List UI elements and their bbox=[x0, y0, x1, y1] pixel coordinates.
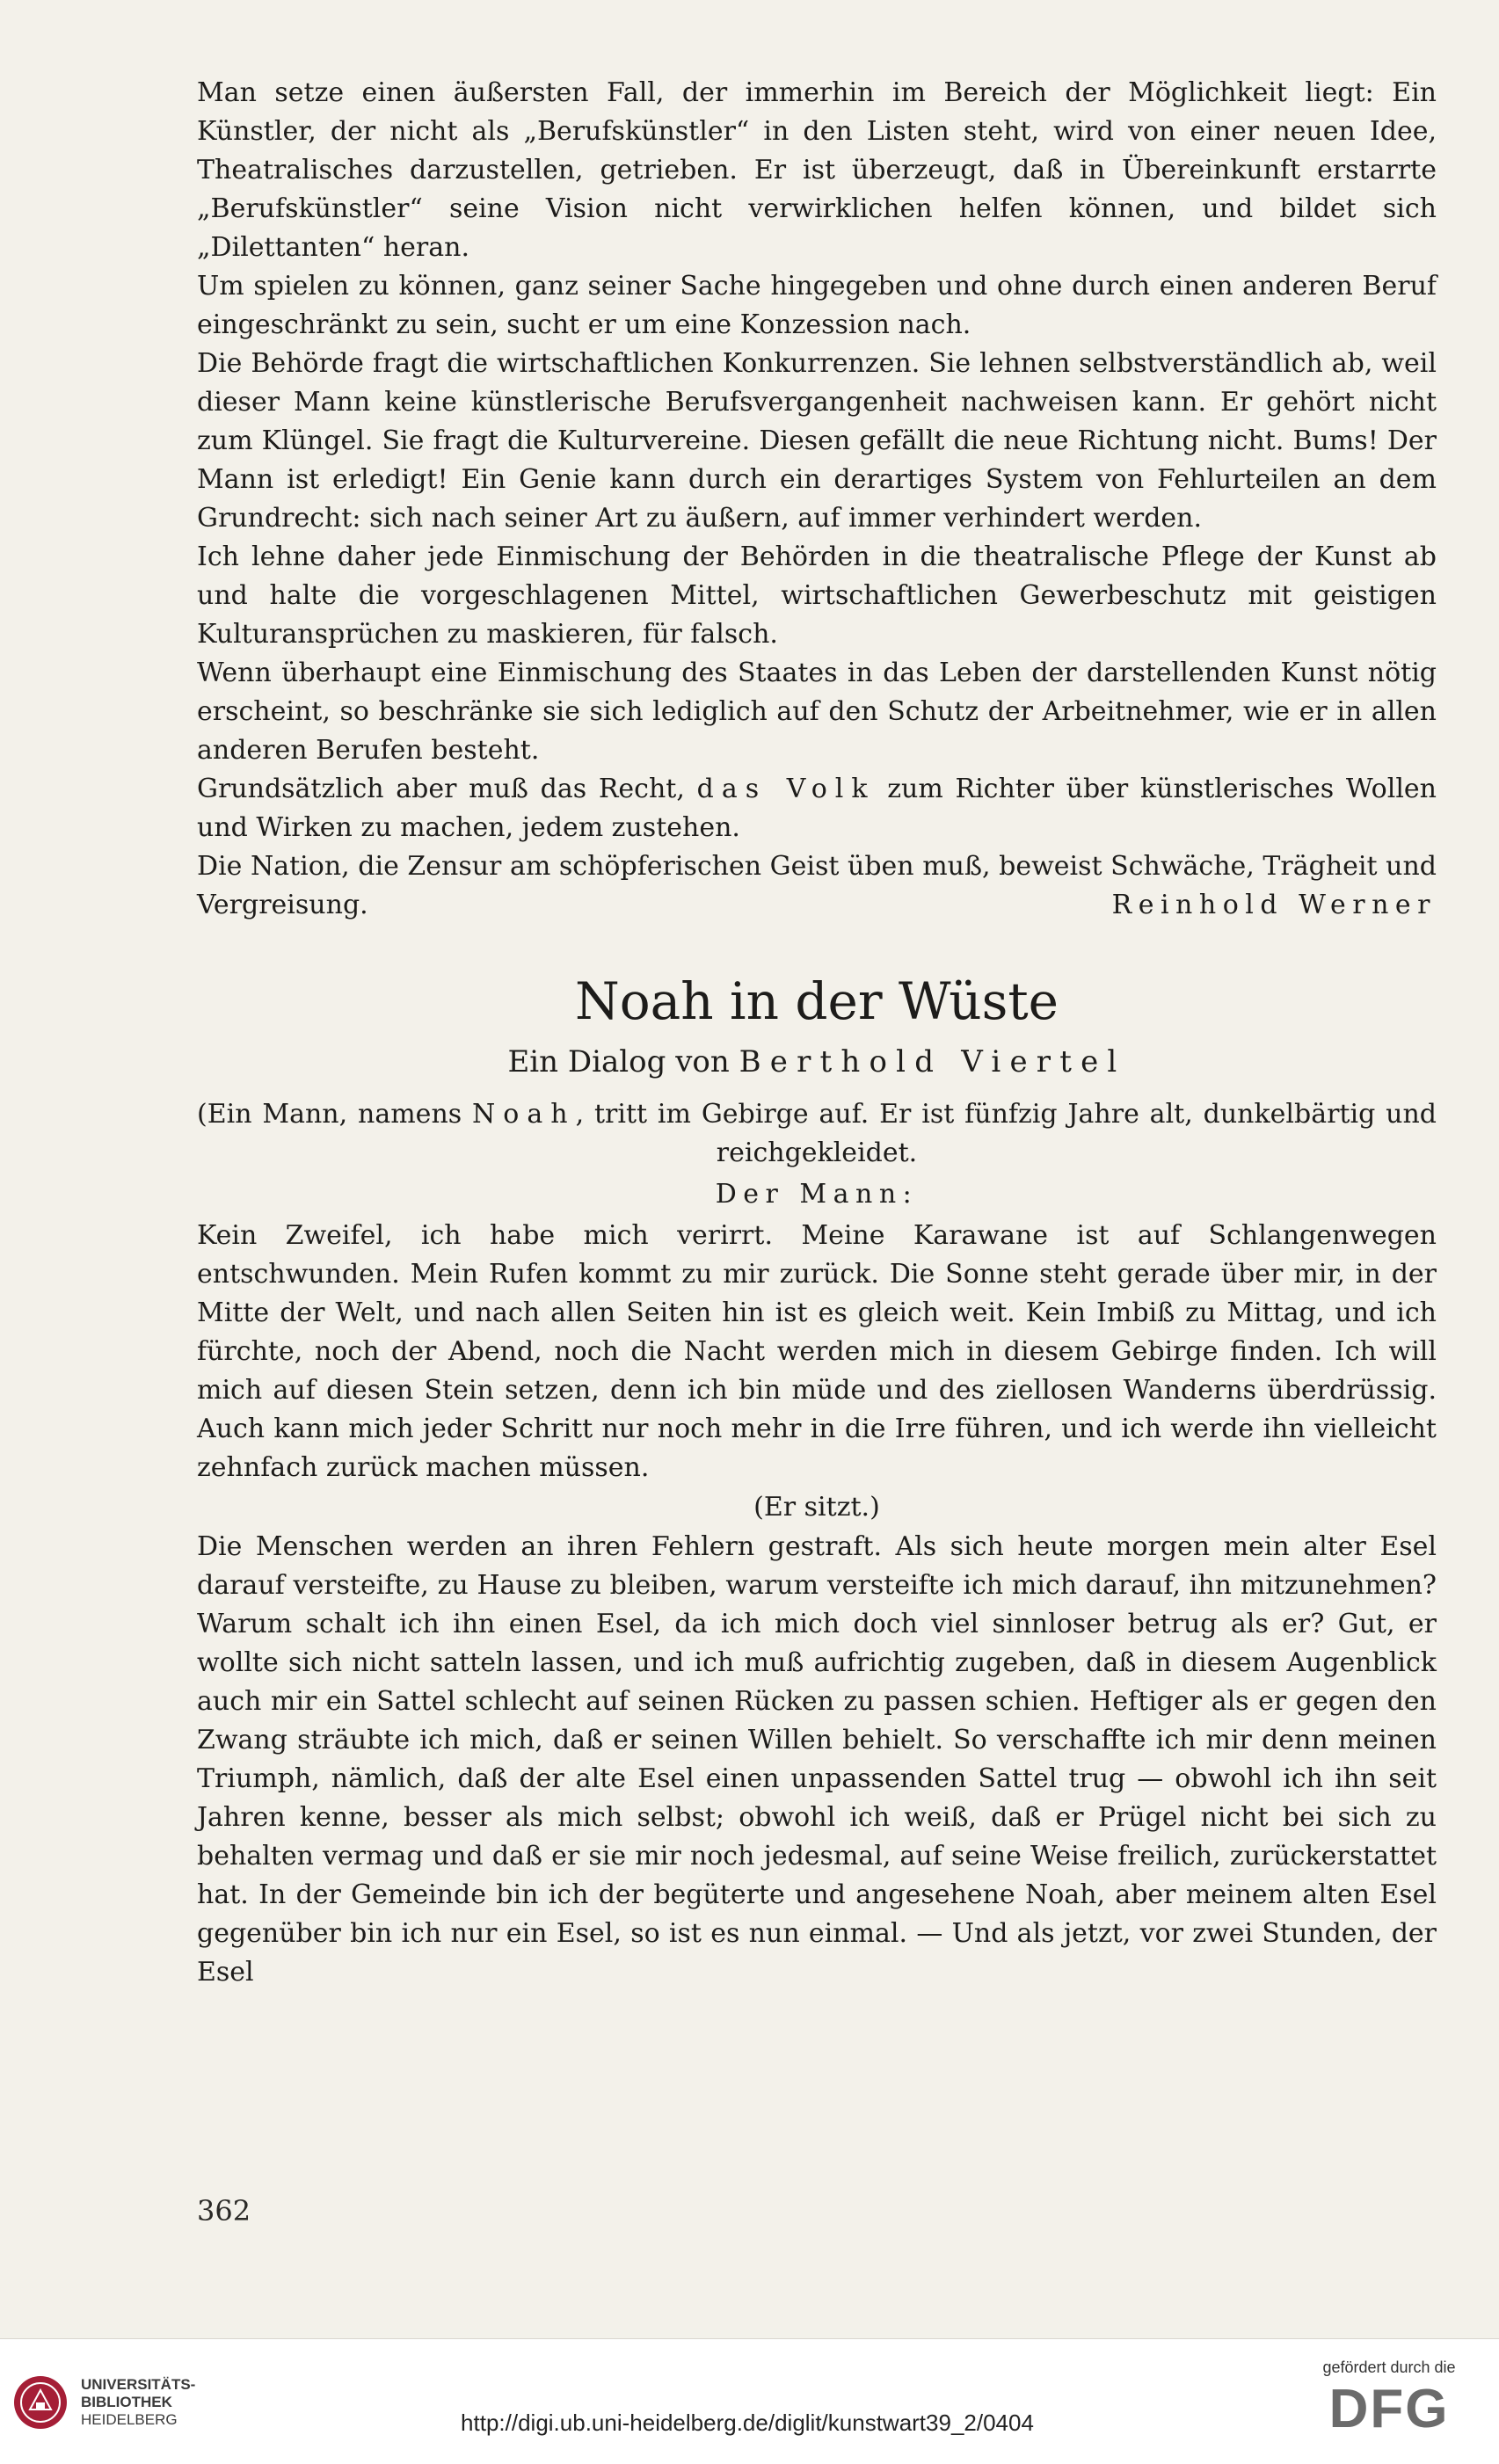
library-seal-icon bbox=[12, 2374, 69, 2431]
library-name bbox=[81, 2376, 195, 2429]
stage-direction-after: , tritt im Gebirge auf. Er ist fünfzig Jahre alt, dunkelbärtig und reichgekleidet. bbox=[575, 1099, 1437, 1168]
article-subtitle bbox=[197, 1041, 1437, 1083]
article-title: Noah in der Wüste bbox=[574, 971, 1059, 1031]
digitization-footer bbox=[0, 2338, 1499, 2464]
subtitle-prefix: Ein Dialog von bbox=[507, 1044, 730, 1079]
principle-text-after: zum Richter über künstlerisches Wollen und Wirken zu machen, jedem zustehen. bbox=[197, 774, 1437, 843]
paragraph: Um spielen zu können, ganz seiner Sache hingegeben und ohne durch einen anderen Beruf eingeschränkt zu sein, sucht er um eine Konzession nach. bbox=[197, 271, 1437, 340]
principle-text-before: Grundsätzlich aber muß das Recht, bbox=[197, 774, 685, 804]
paragraph-principle bbox=[197, 770, 1437, 847]
stage-direction-intro bbox=[197, 1095, 1437, 1173]
speaker-label: Der Mann: bbox=[715, 1179, 919, 1210]
paragraph-nation bbox=[197, 847, 1437, 925]
dfg-logo bbox=[1301, 2359, 1477, 2439]
paragraph: Wenn überhaupt eine Einmischung des Staates in das Leben der darstellenden Kunst nötig erscheint, so beschränke sie sich lediglich auf den Schutz der Arbeitnehmer, wie er in allen anderen Berufen besteht. bbox=[197, 658, 1437, 766]
article-text bbox=[197, 74, 1437, 1992]
paragraph: Die Behörde fragt die wirtschaftlichen Konkurrenzen. Sie lehnen selbstverständlich ab, weil dieser Mann keine künstlerische Berufsvergangenheit nachweisen kann. Er gehört nicht zum Klüngel. Sie fragt die Kulturvereine. Diesen gefällt die neue Richtung nicht. Bums! Der Mann ist erledigt! Ein Genie kann durch ein derartiges System von Fehlurteilen an dem Grundrecht: sich nach seiner Art zu äußern, auf immer verhindert werden. bbox=[197, 348, 1437, 534]
paragraph: Ich lehne daher jede Einmischung der Behörden in die theatralische Pflege der Kunst ab und halte die vorgeschlagenen Mittel, wirtschaftlichen Gewerbeschutz mit geistigen Kulturansprüchen zu maskieren, für falsch. bbox=[197, 541, 1437, 650]
principle-spaced-text: das Volk bbox=[696, 774, 876, 804]
monologue-paragraph: Kein Zweifel, ich habe mich verirrt. Meine Karawane ist auf Schlangenwegen entschwunden. Mein Rufen kommt zu mir zurück. Die Sonne steht gerade über mir, in der Mitte der Welt, und nach allen Seiten hin ist es gleich weit. Kein Imbiß zu Mittag, und ich fürchte, noch der Abend, noch die Nacht werden mich in diesem Gebirge finden. Ich will mich auf diesen Stein setzen, denn ich bin müde und des ziellosen Wanderns überdrüssig. Auch kann mich jeder Schritt nur noch mehr in die Irre führen, und ich werde ihn vielleicht zehnfach zurück machen müssen. bbox=[197, 1220, 1437, 1483]
library-logo bbox=[12, 2374, 195, 2431]
stage-direction-name: Noah bbox=[472, 1099, 576, 1130]
subtitle-author: Berthold Viertel bbox=[739, 1044, 1126, 1079]
monologue-paragraph: Die Menschen werden an ihren Fehlern gestraft. Als sich heute morgen mein alter Esel darauf versteifte, zu Hause zu bleiben, warum versteifte ich mich darauf, ihn mitzunehmen? Warum schalt ich ihn einen Esel, da ich mich doch viel sinnloser betrug als er? Gut, er wollte sich nicht satteln lassen, und ich muß aufrichtig zugeben, daß in diesem Augenblick auch mir ein Sattel schlecht auf seinen Rücken zu passen schien. Heftiger als er gegen den Zwang sträubte ich mich, daß er seinen Willen behielt. So verschaffte ich mir denn meinen Triumph, nämlich, daß der alte Esel einen unpassenden Sattel trug — obwohl ich ihn seit Jahren kenne, besser als mich selbst; obwohl ich weiß, daß er Prügel nicht bei sich zu behalten vermag und daß er sie mir noch jedesmal, auf seine Weise freilich, zurückerstattet hat. In der Gemeinde bin ich der begüterte und angesehene Noah, aber meinem alten Esel gegenüber bin ich nur ein Esel, so ist es nun einmal. — Und als jetzt, vor zwei Stunden, der Esel bbox=[197, 1531, 1437, 1988]
library-line: UNIVERSITÄTS- bbox=[81, 2376, 196, 2393]
source-url-link[interactable]: http://digi.ub.uni-heidelberg.de/diglit/kunstwart39_2/0404 bbox=[461, 2409, 1034, 2436]
library-line: BIBLIOTHEK bbox=[81, 2394, 172, 2410]
funded-by-text: gefördert durch die bbox=[1322, 2359, 1456, 2376]
paragraph: Man setze einen äußersten Fall, der immerhin im Bereich der Möglichkeit liegt: Ein Künstler, der nicht als „Berufskünstler“ in den Listen steht, wird von einer neuen Idee, Theatralisches darzustellen, getrieben. Er ist überzeugt, daß in Übereinkunft erstarrte „Berufskünstler“ seine Vision nicht verwirklichen helfen können, und bildet sich „Dilettanten“ heran. bbox=[197, 77, 1437, 263]
signature: Reinhold Werner bbox=[1111, 890, 1437, 920]
library-line: HEIDELBERG bbox=[81, 2411, 178, 2428]
stage-direction: (Er sitzt.) bbox=[753, 1492, 880, 1523]
stage-direction-before: (Ein Mann, namens bbox=[197, 1099, 462, 1130]
nation-text: Die Nation, die Zensur am schöpferischen Geist üben muß, beweist Schwäche, Trägheit und Vergreisung. bbox=[197, 851, 1437, 920]
dfg-wordmark: DFG bbox=[1328, 2379, 1450, 2439]
page-number: 362 bbox=[197, 2194, 251, 2228]
